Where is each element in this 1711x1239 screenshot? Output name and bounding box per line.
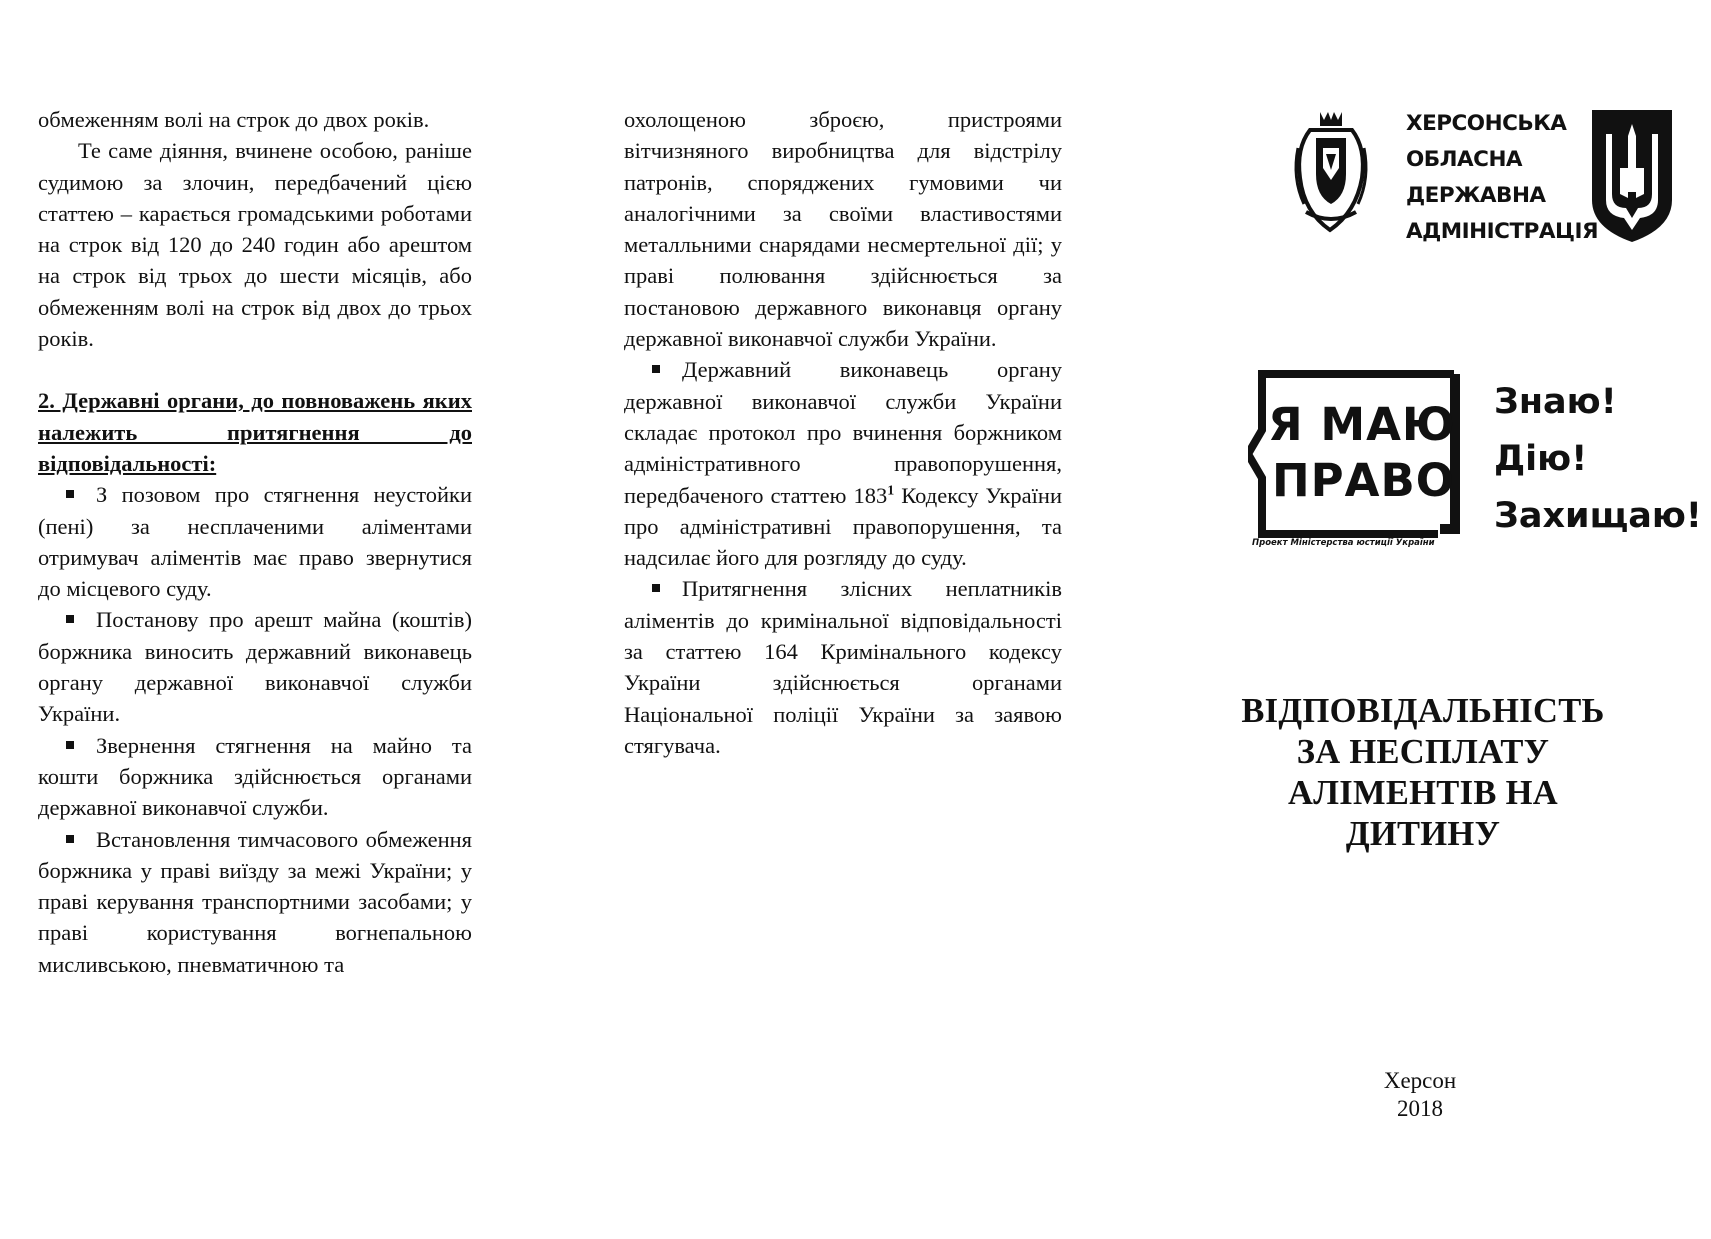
organization-name: ХЕРСОНСЬКА ОБЛАСНА ДЕРЖАВНА АДМІНІСТРАЦІЯ: [1406, 111, 1599, 244]
bullet-icon: [652, 584, 660, 592]
paragraph: Те саме діяння, вчинене особою, раніше судимою за злочин, передбачений цією статтею – карається громадськими роботами на строк від 120 до 240 годин або арештом на строк від трьох до шести місяців, або обмеженням волі на строк від двох до трьох років.: [38, 138, 472, 352]
ukraine-trident-shield-icon: [1590, 108, 1674, 244]
paragraph: охолощеною зброєю, пристроями вітчизняного виробництва для відстрілу патронів, споряджених гумовими чи аналогічними за своїми властивостями металльними снарядами несмертельної дії; у праві полювання здійснюється за постановою державного виконавця органу державної виконавчої служби України.: [624, 107, 1062, 352]
section-heading: 2. Державні органи, до повноважень яких належить притягнення до відповідальності:: [38, 388, 472, 476]
bullet-icon: [66, 615, 74, 623]
middle-column: [624, 104, 1062, 761]
list-item: Державний виконавець органу державної виконавчої служби України складає протокол про вчинення боржником адміністративного правопорушення, передбаченого статтею $183^1$ Кодексу України про адміністративні правопорушення, та надсилає його для розгляду до суду.: [624, 357, 1062, 571]
list-item: Притягнення злісних неплатників аліментів до кримінальної відповідальності за статтею 164 Кримінального кодексу України здійснюється органами Національної поліції України за заявою стягувача.: [624, 576, 1062, 758]
left-column: [38, 104, 472, 980]
slogan: Знаю! Дію! Захищаю!: [1494, 382, 1702, 536]
list-item: Встановлення тимчасового обмеження боржника у праві виїзду за межі України; у праві керування транспортними засобами; у праві користування вогнепальною мисливською, пневматичною та: [38, 826, 472, 977]
list-item: З позовом про стягнення неустойки (пені) за несплаченими аліментами отримувач аліментів має право звернутися до місцевого суду.: [38, 482, 472, 602]
kherson-coat-of-arms-icon: [1290, 108, 1372, 236]
list-item: Звернення стягнення на майно та кошти боржника здійснюється органами державної виконавчої служби.: [38, 732, 472, 821]
bullet-icon: [652, 365, 660, 373]
ya-mayu-pravo-logo: Я МАЮ ПРАВО Проект Міністерства юстиції України: [1224, 370, 1474, 560]
place-and-year: Херсон 2018: [1383, 1068, 1457, 1121]
bullet-icon: [66, 741, 74, 749]
paragraph: обмеженням волі на строк до двох років.: [38, 107, 430, 132]
list-item: Постанову про арешт майна (коштів) боржника виносить державний виконавець органу державної виконавчої служби України.: [38, 607, 472, 727]
bullet-icon: [66, 490, 74, 498]
brochure-title: ВІДПОВІДАЛЬНІСТЬ ЗА НЕСПЛАТУ АЛІМЕНТІВ НА ДИТИНУ: [1241, 692, 1605, 853]
bullet-icon: [66, 835, 74, 843]
